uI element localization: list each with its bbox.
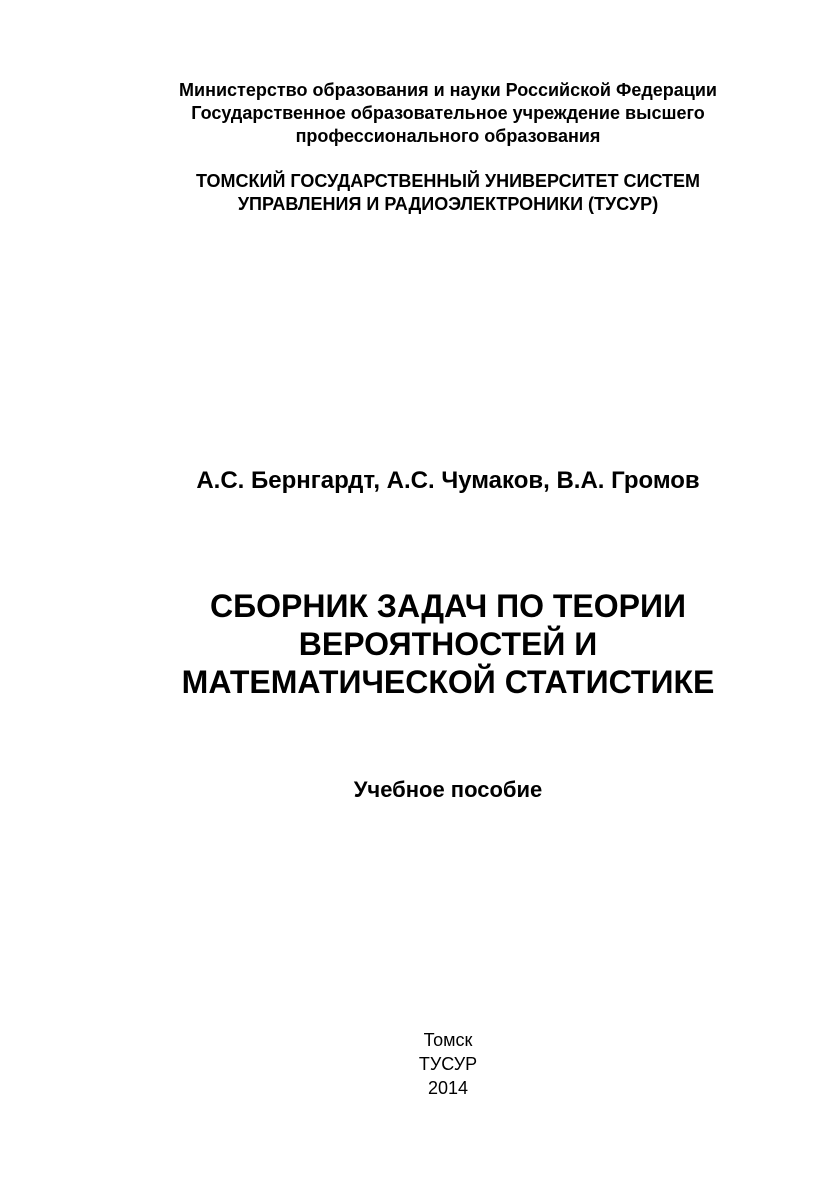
imprint-year: 2014	[427, 1078, 469, 1098]
ministry-name: Министерство образования и науки Российской Федерации	[179, 80, 717, 100]
book-subtitle: Учебное пособие	[353, 777, 543, 802]
authors: А.С. Бернгардт, А.С. Чумаков, В.А. Громов	[196, 467, 700, 494]
book-title-line-3: МАТЕМАТИЧЕСКОЙ СТАТИСТИКЕ	[181, 664, 715, 700]
university-name-line-1: ТОМСКИЙ ГОСУДАРСТВЕННЫЙ УНИВЕРСИТЕТ СИСТЕМ	[195, 171, 701, 191]
imprint-city: Томск	[423, 1030, 473, 1050]
book-title-line-1: СБОРНИК ЗАДАЧ ПО ТЕОРИИ	[210, 588, 686, 624]
university-name-line-2: УПРАВЛЕНИЯ И РАДИОЭЛЕКТРОНИКИ (ТУСУР)	[237, 194, 659, 214]
book-title-line-2: ВЕРОЯТНОСТЕЙ И	[298, 626, 598, 662]
institution-name-line-1: Государственное образовательное учреждение высшего	[191, 103, 705, 123]
institution-name-line-2: профессионального образования	[295, 126, 601, 146]
imprint-publisher: ТУСУР	[418, 1054, 478, 1074]
